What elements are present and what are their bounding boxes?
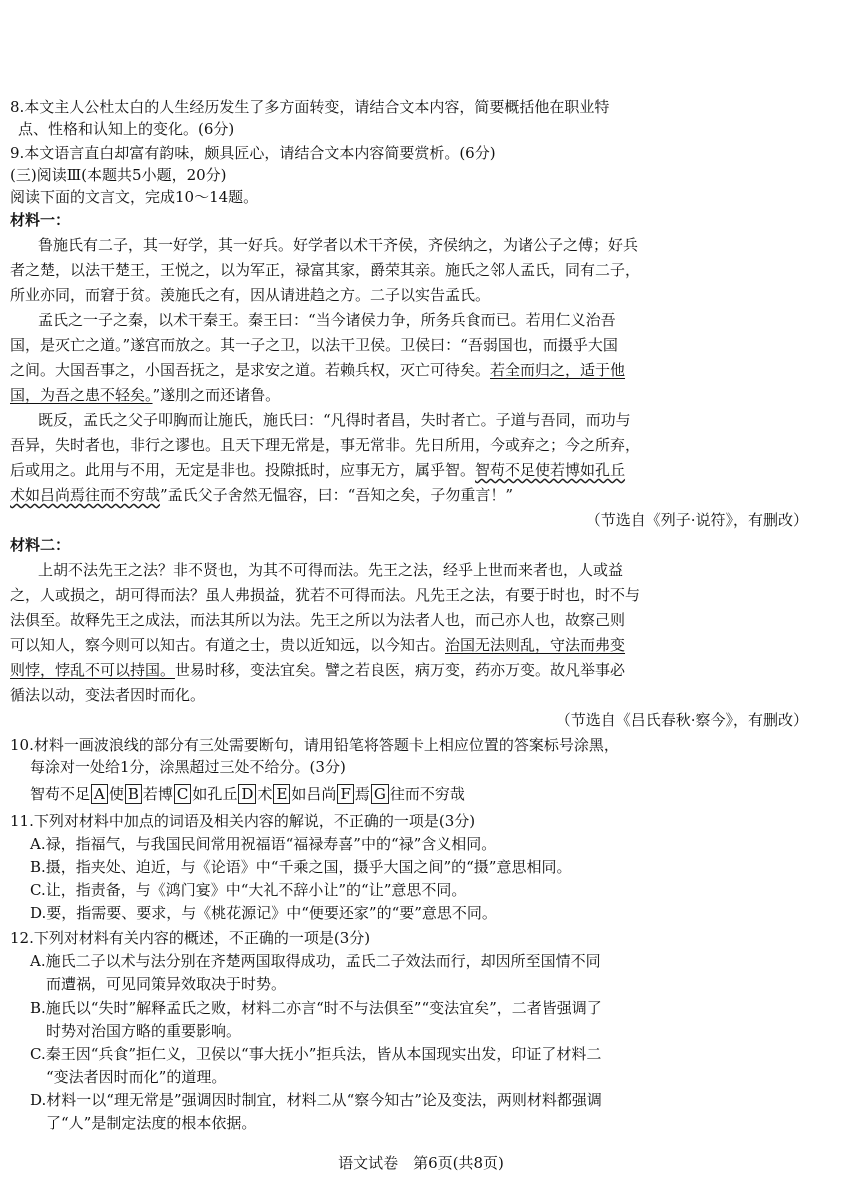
material2-line: 循法以动，变法者因时而化。 <box>10 686 206 704</box>
material2-line: 上胡不法先王之法？非不贤也，为其不可得而法。先王之法，经乎上世而来者也，人或益 <box>38 561 624 579</box>
option-text: 智苟不足 <box>30 785 91 803</box>
option-text: 如吕尚 <box>291 785 337 803</box>
material1-line: 鲁施氏有二子，其一好学，其一好兵。好学者以术干齐侯，齐侯纳之，为诸公子之傅；好兵 <box>38 236 639 254</box>
material1-line: 者之楚，以法干楚王，王悦之，以为军正，禄富其家，爵荣其亲。施氏之邻人孟氏，同有二子， <box>10 261 641 279</box>
material2-source: （节选自《吕氏春秋·察今》，有删改） <box>555 711 808 729</box>
material1-line <box>10 385 280 405</box>
question-12-option-d: D.材料一以“理无常是”强调因时制宜，材料二从“察今知古”论及变法，两则材料都强调 <box>30 1091 602 1109</box>
option-label-g[interactable]: G <box>371 784 389 804</box>
question-11-option-c: C.让，指责备，与《鸿门宴》中“大礼不辞小让”的“让”意思不同。 <box>30 881 467 899</box>
question-8-line1: 8.本文主人公杜太白的人生经历发生了多方面转变，请结合文本内容，简要概括他在职业特 <box>10 98 610 116</box>
question-12-option-a-cont: 而遭祸，可见同策异效取决于时势。 <box>46 975 287 993</box>
option-text: 术 <box>257 785 273 803</box>
question-11-option-a: A.禄，指福气，与我国民间常用祝福语“福禄寿喜”中的“禄”含义相同。 <box>30 835 497 853</box>
material1-heading: 材料一： <box>10 211 71 229</box>
material1-line: 国，是灭亡之道。”遂宫而放之。其一子之卫，以法干卫侯。卫侯曰：“吾弱国也，而摄乎大国 <box>10 336 618 354</box>
question-12-option-b-cont: 时势对治国方略的重要影响。 <box>46 1022 242 1040</box>
option-label-e[interactable]: E <box>273 784 290 804</box>
question-9: 9.本文语言直白却富有韵味，颇具匠心，请结合文本内容简要赏析。(6分) <box>10 144 496 162</box>
material1-text: 之间。大国吾事之，小国吾抚之，是求安之道。若赖兵权，灭亡可待矣。 <box>10 361 491 379</box>
material1-text: ”孟氏父子舍然无愠容，曰：“吾知之矣，子勿重言！” <box>160 486 514 504</box>
material1-line: 孟氏之一子之秦，以术干秦王。秦王曰：“当今诸侯力争，所务兵食而已。若用仁义治吾 <box>38 311 616 329</box>
material2-text: 可以知人，察今则可以知古。有道之士，贵以近知远，以今知古。 <box>10 636 446 654</box>
material1-line <box>10 460 625 480</box>
option-label-a[interactable]: A <box>91 784 108 804</box>
material1-line <box>10 360 625 380</box>
material1-line: 吾异，失时者也，非行之谬也。且天下理无常是，事无常非。先日所用，今或弃之；今之所弃， <box>10 436 641 454</box>
material2-line <box>10 635 625 655</box>
underlined-sentence: 治国无法则乱，守法而弗变 <box>445 636 626 654</box>
question-12-option-a: A.施氏二子以术与法分别在齐楚两国取得成功，孟氏二子效法而行，却因所至国情不同 <box>30 952 601 970</box>
section-instruction: 阅读下面的文言文，完成10～14题。 <box>10 188 259 206</box>
material1-line: 所业亦同，而窘于贫。羡施氏之有，因从请进趋之方。二子以实告孟氏。 <box>10 286 491 304</box>
material1-line <box>10 485 513 505</box>
material1-source: （节选自《列子·说符》，有删改） <box>585 511 808 529</box>
material1-text: ”遂刖之而还诸鲁。 <box>152 386 281 404</box>
material2-line <box>10 660 625 680</box>
material2-line: 之，人或损之，胡可得而法？虽人弗损益，犹若不可得而法。凡先王之法，有要于时也，时不与 <box>10 586 641 604</box>
question-12-option-b: B.施氏以“失时”解释孟氏之败，材料二亦言“时不与法俱至”“变法宜矣”，二者皆强调了 <box>30 999 602 1017</box>
underlined-sentence: 则悖，悖乱不可以持国。 <box>10 661 176 679</box>
option-label-d[interactable]: D <box>238 784 256 804</box>
material1-text: 后或用之。此用与不用，无定是非也。投隙抵时，应事无方，属乎智。 <box>10 461 476 479</box>
wavy-sentence: 智苟不足使若博如孔丘 <box>475 461 626 479</box>
question-10-options <box>30 784 465 804</box>
material2-text: 世易时移，变法宜矣。譬之若良医，病万变，药亦万变。故凡举事必 <box>175 661 626 679</box>
material2-heading: 材料二： <box>10 536 71 554</box>
material1-line: 既反，孟氏之父子叩胸而让施氏，施氏曰：“凡得时者昌，失时者亡。子道与吾同，而功与 <box>38 411 631 429</box>
option-label-f[interactable]: F <box>337 784 353 804</box>
material2-line: 法俱至。故释先王之成法，而法其所以为法。先王之所以为法者人也，而己亦人也，故察己则 <box>10 611 626 629</box>
question-10-line1: 10.材料一画波浪线的部分有三处需要断句，请用铅笔将答题卡上相应位置的答案标号涂黑， <box>10 736 619 754</box>
wavy-sentence: 术如吕尚焉往而不穷哉 <box>10 486 161 504</box>
underlined-sentence: 国，为吾之患不轻矣。 <box>10 386 153 404</box>
question-12-option-c: C.秦王因“兵食”拒仁义，卫侯以“事大抚小”拒兵法，皆从本国现实出发，印证了材料二 <box>30 1045 602 1063</box>
option-text: 如孔丘 <box>192 785 238 803</box>
page-footer: 语文试卷 第6页(共8页) <box>338 1154 504 1172</box>
question-12-option-c-cont: “变法者因时而化”的道理。 <box>46 1068 227 1086</box>
question-11-option-b: B.摄，指夹处、迫近，与《论语》中“千乘之国，摄乎大国之间”的“摄”意思相同。 <box>30 858 572 876</box>
option-text: 往而不穷哉 <box>389 785 465 803</box>
question-12-stem: 12.下列对材料有关内容的概述，不正确的一项是(3分) <box>10 929 371 947</box>
option-label-c[interactable]: C <box>174 784 191 804</box>
option-text: 焉 <box>354 785 370 803</box>
question-12-option-d-cont: 了“人”是制定法度的根本依据。 <box>46 1114 257 1132</box>
section-title: (三)阅读Ⅲ(本题共5小题，20分) <box>10 166 227 184</box>
option-text: 若博 <box>142 785 173 803</box>
question-8-line2: 点、性格和认知上的变化。(6分) <box>18 120 235 138</box>
question-11-stem: 11.下列对材料中加点的词语及相关内容的解说，不正确的一项是(3分) <box>10 812 476 830</box>
option-label-b[interactable]: B <box>125 784 142 804</box>
underlined-sentence: 若全而归之，适于他 <box>490 361 626 379</box>
question-11-option-d: D.要，指需要、要求，与《桃花源记》中“便要还家”的“要”意思不同。 <box>30 904 497 922</box>
option-text: 使 <box>108 785 124 803</box>
question-10-line2: 每涂对一处给1分，涂黑超过三处不给分。(3分) <box>30 758 346 776</box>
